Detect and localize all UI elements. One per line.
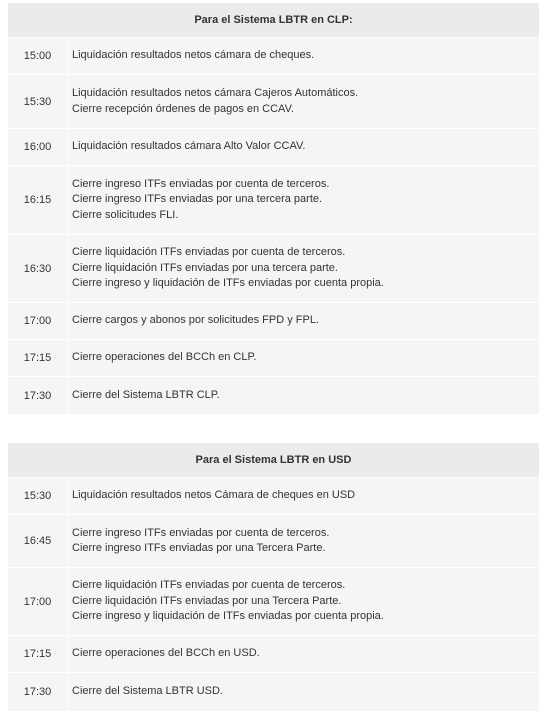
description-line: Cierre ingreso y liquidación de ITFs enviadas por cuenta propia. — [72, 610, 384, 623]
row-time: 17:30 — [8, 377, 68, 414]
row-description — [68, 75, 539, 128]
table-row — [8, 303, 539, 340]
table-row — [8, 38, 539, 75]
row-time: 17:00 — [8, 568, 68, 635]
description-line: Cierre solicitudes FLI. — [72, 208, 179, 221]
row-description — [68, 235, 539, 302]
row-time: 17:00 — [8, 303, 68, 339]
row-time: 16:15 — [8, 166, 68, 234]
table-title: Para el Sistema LBTR en USD — [8, 443, 539, 478]
row-time: 15:00 — [8, 38, 68, 74]
table-row — [8, 515, 539, 568]
description-line: Cierre recepción órdenes de pagos en CCAV. — [72, 102, 294, 115]
description-line: Liquidación resultados netos cámara Cajeros Automáticos. — [72, 87, 359, 99]
table-row — [8, 129, 539, 166]
row-description — [68, 636, 539, 672]
row-description — [68, 303, 539, 339]
description-line: Cierre ingreso ITFs enviadas por cuenta de terceros. — [72, 177, 330, 190]
description-line: Liquidación resultados cámara Alto Valor CCAV. — [72, 140, 306, 153]
description-line: Cierre operaciones del BCCh en USD. — [72, 647, 260, 660]
row-description — [68, 340, 539, 376]
description-line: Liquidación resultados netos cámara de cheques. — [72, 49, 315, 62]
description-line: Cierre ingreso ITFs enviadas por una tercera parte. — [72, 193, 323, 206]
row-time: 17:30 — [8, 673, 68, 711]
row-time: 17:15 — [8, 636, 68, 672]
schedule-table-usd — [8, 443, 539, 711]
schedule-table-clp — [8, 3, 539, 414]
table-row — [8, 377, 539, 414]
description-line: Liquidación resultados netos Cámara de cheques en USD — [72, 489, 356, 502]
description-line: Cierre cargos y abonos por solicitudes FPD y FPL. — [72, 314, 319, 327]
description-line: Cierre ingreso ITFs enviadas por una Tercera Parte. — [72, 542, 326, 554]
table-row — [8, 235, 539, 303]
table-row — [8, 673, 539, 711]
row-description — [68, 568, 539, 635]
description-line: Cierre liquidación ITFs enviadas por cuenta de terceros. — [72, 246, 346, 259]
description-line: Cierre ingreso y liquidación de ITFs enviadas por cuenta propia. — [72, 277, 384, 290]
row-description — [68, 478, 539, 514]
row-time: 15:30 — [8, 478, 68, 514]
row-description — [68, 673, 539, 711]
row-time: 16:45 — [8, 515, 68, 567]
row-time: 15:30 — [8, 75, 68, 128]
description-line: Cierre liquidación ITFs enviadas por cuenta de terceros. — [72, 579, 346, 592]
row-time: 17:15 — [8, 340, 68, 376]
table-row — [8, 340, 539, 377]
table-row — [8, 636, 539, 673]
table-title: Para el Sistema LBTR en CLP: — [8, 3, 539, 38]
row-description — [68, 166, 539, 234]
row-time: 16:00 — [8, 129, 68, 165]
row-description — [68, 515, 539, 567]
table-row — [8, 568, 539, 636]
row-description — [68, 377, 539, 414]
description-line: Cierre operaciones del BCCh en CLP. — [72, 351, 257, 364]
table-row — [8, 478, 539, 515]
description-line: Cierre del Sistema LBTR USD. — [72, 685, 223, 698]
description-line: Cierre ingreso ITFs enviadas por cuenta de terceros. — [72, 526, 330, 539]
table-row — [8, 75, 539, 129]
description-line: Cierre liquidación ITFs enviadas por una Tercera Parte. — [72, 594, 342, 607]
row-description — [68, 129, 539, 165]
description-line: Cierre del Sistema LBTR CLP. — [72, 388, 220, 401]
description-line: Cierre liquidación ITFs enviadas por una tercera parte. — [72, 261, 338, 274]
row-time: 16:30 — [8, 235, 68, 302]
row-description — [68, 38, 539, 74]
table-row — [8, 166, 539, 235]
